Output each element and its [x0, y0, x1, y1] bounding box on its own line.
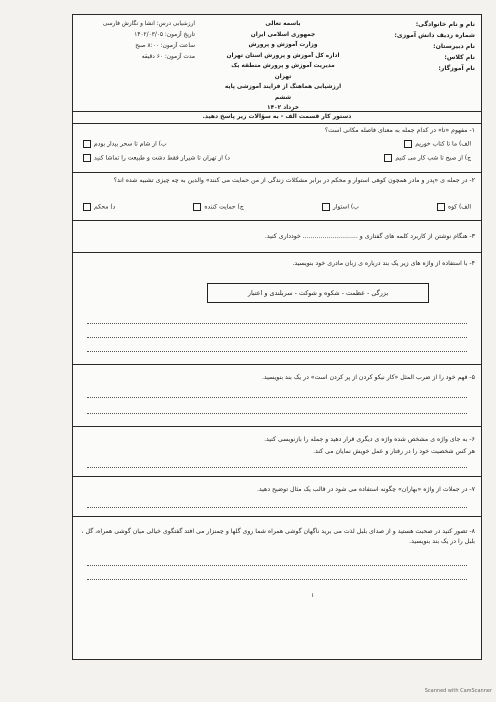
option-b[interactable]: ب) از شام تا سحر بیدار بودم	[83, 140, 167, 148]
option-b[interactable]: ب) استوار	[322, 203, 359, 211]
option-d[interactable]: د) محکم	[83, 203, 115, 211]
question-text: ۸- تصور کنید در صحبت هستید و از صدای بلبل لذت می برید ناگهان گوشی همراه شما روی گلها و چمنزار می افتد گفتگوی خیالی میان گوشی همراه، گل ، بلبل را در یک بند بنویسید.	[81, 528, 475, 545]
header-line: خرداد ۱۴۰۲	[267, 105, 299, 111]
options-row	[83, 140, 471, 148]
answer-line[interactable]	[87, 323, 467, 324]
checkbox-icon[interactable]	[384, 154, 392, 162]
answer-line[interactable]	[87, 337, 467, 338]
exam-header	[73, 15, 481, 112]
option-c[interactable]: ج) حمایت کننده	[193, 203, 243, 211]
question-7	[73, 477, 481, 517]
answer-line[interactable]	[87, 565, 467, 566]
exam-authority	[223, 19, 343, 114]
answer-line[interactable]	[87, 413, 467, 414]
duration-label: مدت آزمون: ۶۰ دقیقه	[141, 54, 195, 60]
question-text: ۷- در جملات از واژه «بهاران» چگونه استفاده می شود در قالب یک مثال توضیح دهید.	[256, 486, 475, 493]
option-a[interactable]: الف) کوه	[437, 203, 471, 211]
answer-line[interactable]	[87, 507, 467, 508]
question-text: ۳- هنگام نوشتن از کاربرد کلمه های گفتاری و ............................ خودداری کنید.	[264, 233, 475, 240]
question-text: ۱- مفهوم «تا» در کدام جمله به معنای فاصله مکانی است؟	[324, 127, 475, 134]
answer-line[interactable]	[87, 467, 467, 468]
checkbox-icon[interactable]	[83, 154, 91, 162]
question-6	[73, 427, 481, 477]
subject-label: ارزشیابی درس: انشا و نگارش فارسی	[102, 21, 195, 27]
instruction: دستور کار قسمت الف - به سؤالات زیر پاسخ دهید.	[73, 111, 481, 124]
answer-line[interactable]	[87, 351, 467, 352]
name-field-label: نام و نام خانوادگی:	[415, 21, 475, 28]
question-text: ۲- در جمله ی «پدر و مادر همچون کوهی استوار و محکم در برابر مشکلات زندگی از من حمایت می کنند» والدین به چه چیزی تشبیه شده اند؟	[113, 177, 475, 184]
exam-details	[79, 19, 195, 63]
question-text: ۴- با استفاده از واژه های زیر یک بند درباره ی زبان مادری خود بنویسید.	[292, 260, 475, 267]
question-5	[73, 365, 481, 427]
header-line: اداره کل آموزش و پرورش استان تهران	[226, 52, 340, 59]
checkbox-icon[interactable]	[404, 140, 412, 148]
checkbox-icon[interactable]	[437, 203, 445, 211]
scan-watermark: Scanned with CamScanner	[424, 688, 492, 694]
option-c[interactable]: ج) از صبح تا شب کار می کنیم	[384, 154, 471, 162]
class-label: نام کلاس:	[444, 54, 475, 61]
answer-line[interactable]	[87, 579, 467, 580]
option-a[interactable]: الف) ما تا کتاب خوریم	[404, 140, 471, 148]
student-number-label: شماره ردیف دانش آموزی:	[394, 32, 475, 39]
answer-line[interactable]	[87, 397, 467, 398]
header-line: باسمه تعالی	[265, 21, 301, 27]
question-1	[73, 123, 481, 173]
teacher-label: نام آموزگار:	[438, 65, 475, 72]
sentence-text: هر کس شخصیت خود را در رفتار و عمل خویش نمایان می کند.	[313, 448, 475, 455]
options-row	[83, 154, 471, 162]
time-label: ساعت آزمون: ۸:۰۰ صبح	[135, 43, 195, 49]
options-row	[83, 203, 471, 211]
question-text: ۶- به جای واژه ی مشخص شده واژه ی دیگری قرار دهید و جمله را بازنویسی کنید.	[264, 436, 475, 443]
question-3	[73, 221, 481, 253]
checkbox-icon[interactable]	[83, 140, 91, 148]
header-line: مدیریت آموزش و پرورش منطقه یک تهران	[231, 63, 335, 80]
option-d[interactable]: د) از تهران تا شیراز فقط دشت و طبیعت را تماشا کنید	[83, 154, 230, 162]
date-label: تاریخ آزمون: ۱۴۰۲/۰۳/۰۵	[134, 32, 195, 38]
header-line: ارزشیابی هماهنگ از فرایند آموزشی پایه ششم	[224, 84, 342, 101]
question-2	[73, 173, 481, 221]
header-line: وزارت آموزش و پرورش	[248, 42, 318, 48]
exam-sheet	[72, 14, 482, 660]
checkbox-icon[interactable]	[322, 203, 330, 211]
school-label: نام دبیرستان:	[433, 43, 475, 50]
checkbox-icon[interactable]	[193, 203, 201, 211]
header-line: جمهوری اسلامی ایران	[250, 31, 316, 38]
question-8	[73, 517, 481, 587]
page-number: ۱	[311, 592, 315, 599]
question-text: ۵- فهم خود را از ضرب المثل «کار نیکو کردن از پر کردن است» در یک بند بنویسید.	[261, 374, 475, 381]
student-info	[355, 19, 475, 74]
question-4	[73, 253, 481, 365]
checkbox-icon[interactable]	[83, 203, 91, 211]
word-box: بزرگی - عظمت - شکوه و شوکت - سربلندی و اعتبار	[207, 283, 429, 303]
